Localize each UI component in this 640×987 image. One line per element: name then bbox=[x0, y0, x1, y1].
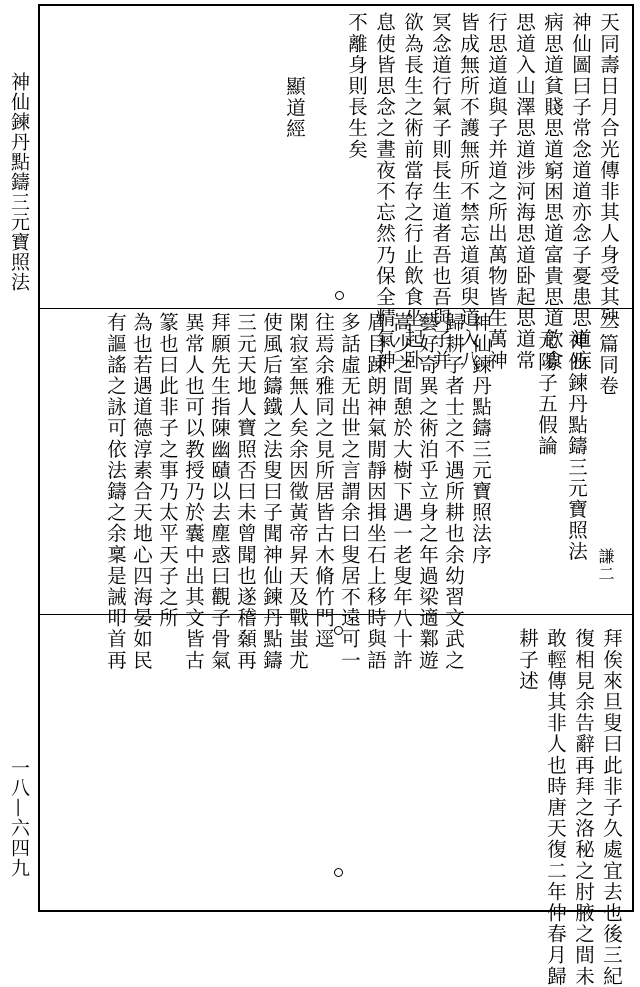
text-column: 耕子述 bbox=[516, 628, 539, 692]
text-column: 病思道貧賤思道窮困思道富貴思道飲食 bbox=[541, 12, 564, 371]
margin-page-number: 一八—六四九 bbox=[8, 758, 30, 878]
work-title: 元陽子五假論 bbox=[535, 330, 558, 457]
text-column: 神仙圖曰子常念道道亦念子憂患思道疾 bbox=[569, 12, 592, 371]
circle-mark-icon bbox=[334, 868, 343, 877]
folio-tag: 謙二 bbox=[596, 548, 615, 584]
text-column: 有謳謠之詠可依法鑄之余稟是誡叩首再 bbox=[104, 312, 127, 671]
text-column: 歸耕子者士之不遇所耕也余幼習文武之 bbox=[442, 312, 465, 671]
text-column: 篆也曰此非子之事乃太平天子之所 bbox=[156, 312, 179, 629]
text-column: 欲為長生之術前當存之行止飲食坐起卧 bbox=[401, 12, 424, 371]
text-column: 息使皆思念之晝夜不忘然乃保全精氣神 bbox=[373, 12, 396, 371]
text-column: 復相見余告辭再拜之洛秘之肘腋之間未 bbox=[572, 628, 595, 987]
margin-book-title: 神仙鍊丹點鑄三元寶照法 bbox=[8, 72, 30, 292]
circle-mark-icon bbox=[335, 291, 344, 300]
text-column: 拜願先生指陳幽賾以去塵惑曰觀子骨氣 bbox=[208, 312, 231, 671]
text-column: 三元天地人寶照否曰未曾聞也遂稽顙再 bbox=[234, 312, 257, 671]
panel-bottom bbox=[40, 614, 632, 987]
text-column: 藝好奇異之術泊乎立身之年過梁適鄴遊 bbox=[416, 312, 439, 671]
text-column: 行思道道與子并道之所出萬物皆生萬神 bbox=[485, 12, 508, 371]
page-frame bbox=[38, 4, 634, 987]
text-column: 為也若遇道德淳素合天地心四海晏如民 bbox=[130, 312, 153, 671]
text-column: 使風后鑄鐵之法叟曰子聞神仙鍊丹點鑄 bbox=[260, 312, 283, 671]
text-column: 嵩少之間憩於大樹下遇一老叟年八十許 bbox=[390, 312, 413, 671]
text-column: 往焉余雅同之見所居皆古木脩竹門逕 bbox=[312, 312, 335, 650]
scripture-title: 顯道經 bbox=[283, 76, 306, 140]
text-column: 異常人也可以教授乃於囊中出其文皆古 bbox=[182, 312, 205, 671]
text-column: 皆成無所不護無所不禁忘道須臾道入八 bbox=[457, 12, 480, 371]
text-column: 敢輕傳其非人也時唐天復二年仲春月歸 bbox=[544, 628, 567, 987]
work-title: 神仙鍊丹點鑄三元寶照法 bbox=[565, 330, 588, 563]
text-column: 不離身則長生矣 bbox=[345, 12, 368, 160]
text-column: 天同壽日月合光傳非其人身受其殃 bbox=[597, 12, 620, 329]
text-column: 閑寂室無人矣余因徵黃帝昇天及戰蚩尤 bbox=[286, 312, 309, 671]
preface-title: 神仙鍊丹點鑄三元寶照法序 bbox=[469, 312, 492, 566]
text-column: 多話虛无出世之言謂余曰叟居不遠可一 bbox=[338, 312, 361, 671]
volume-note: 二篇同卷 bbox=[596, 312, 619, 397]
text-column: 眉目踈朗神氣閒靜因揖坐石上移時與語 bbox=[364, 312, 387, 671]
text-column: 思道入山澤思道涉河海思道卧起思道常 bbox=[513, 12, 536, 371]
text-column: 拜俟來旦叟曰此非子久處宜去也後三紀 bbox=[600, 628, 623, 987]
text-column: 冥念道行氣子則長生道者吾也吾與子并 bbox=[429, 12, 452, 371]
